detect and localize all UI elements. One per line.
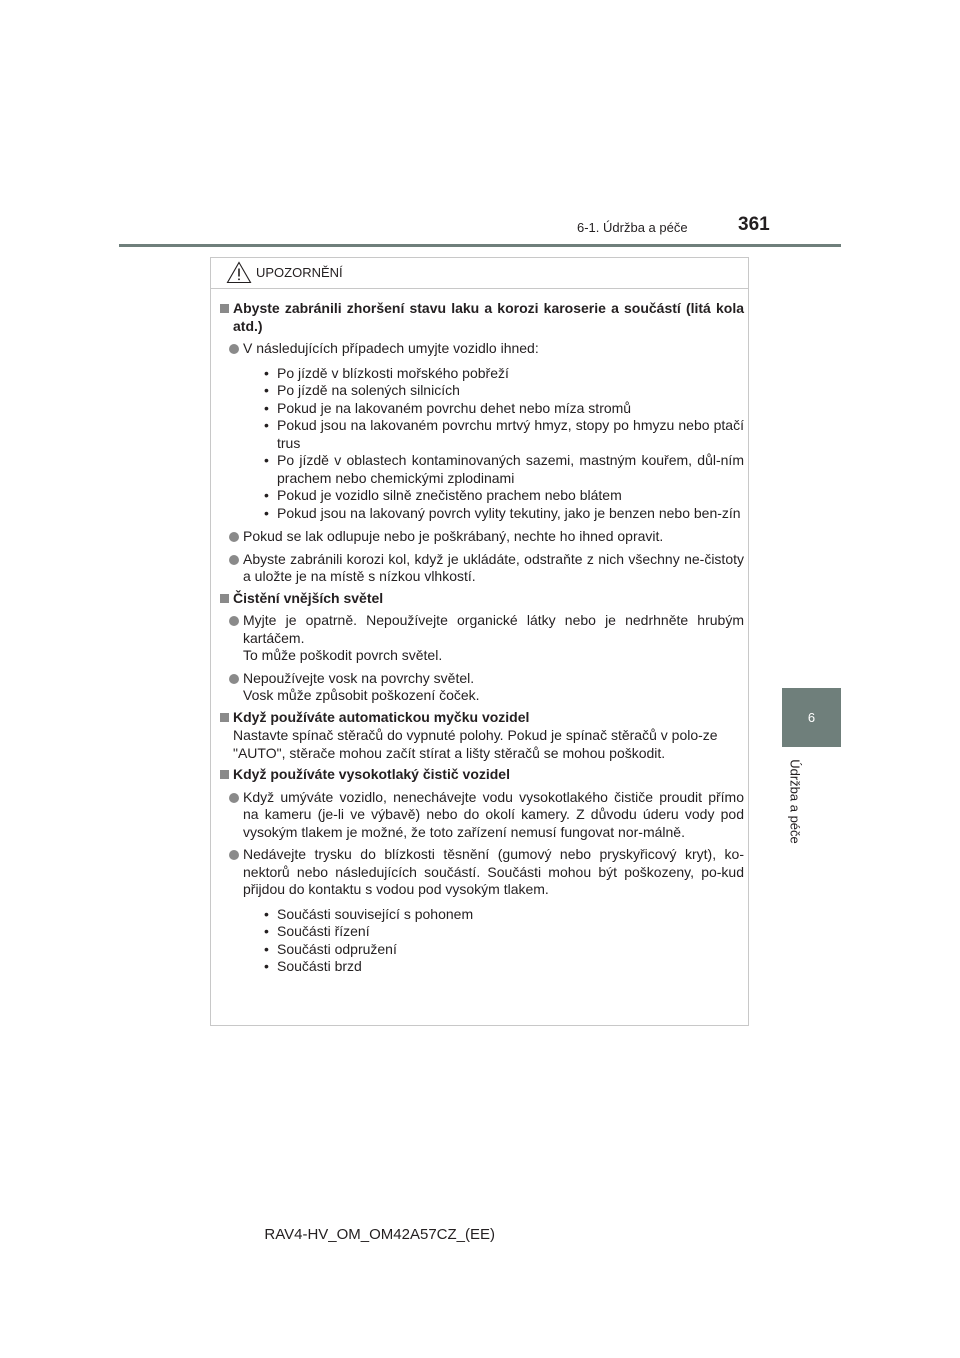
bullet-note: To může poškodit povrch světel. bbox=[243, 647, 443, 663]
sub-list-item: • Pokud je na lakovaném povrchu dehet nebo míza stromů bbox=[243, 400, 744, 418]
header-rule bbox=[119, 244, 841, 247]
section-heading: Když používáte automatickou myčku vozidel bbox=[220, 709, 744, 727]
square-bullet-icon bbox=[220, 594, 229, 603]
round-bullet-icon bbox=[229, 532, 239, 542]
bullet-item: Nedávejte trysku do blízkosti těsnění (gumový nebo pryskyřicový kryt), ko-nektorů nebo následujících součástí. Součásti mohou být poškozeny, po-kud přijdou do kontaktu s vodou pod vysokým tlakem. • Součásti související s pohonem • Součásti řízení • Součásti odpružení • Součásti brzd bbox=[220, 846, 744, 976]
document-code: RAV4-HV_OM_OM42A57CZ_(EE) bbox=[264, 1226, 495, 1243]
bullet-note: Vosk může způsobit poškození čoček. bbox=[243, 687, 480, 703]
sub-list-item: • Po jízdě v blízkosti mořského pobřeží bbox=[243, 365, 744, 383]
round-bullet-icon bbox=[229, 555, 239, 565]
sub-list-item: • Po jízdě v oblastech kontaminovaných sazemi, mastným kouřem, důl-ním prachem nebo chemickými zplodinami bbox=[243, 452, 744, 487]
chapter-label: Údržba a péče bbox=[787, 759, 803, 844]
chapter-number: 6 bbox=[807, 710, 816, 725]
sub-list bbox=[243, 906, 744, 976]
round-bullet-icon bbox=[229, 616, 239, 626]
caution-header bbox=[211, 258, 748, 289]
square-bullet-icon bbox=[220, 770, 229, 779]
sub-list-item: • Součásti související s pohonem bbox=[243, 906, 744, 924]
square-bullet-icon bbox=[220, 304, 229, 313]
bullet-item: Abyste zabránili korozi kol, když je ukládáte, odstraňte z nich všechny ne-čistoty a uložte je na místě s nízkou vlhkostí. bbox=[220, 551, 744, 586]
sub-list-item: • Součásti brzd bbox=[243, 958, 744, 976]
round-bullet-icon bbox=[229, 674, 239, 684]
section-text: Nastavte spínač stěračů do vypnuté polohy. Pokud je spínač stěračů v polo-ze "AUTO", stěrače mohou začít stírat a lišty stěračů se mohou poškodit. bbox=[233, 727, 718, 761]
round-bullet-icon bbox=[229, 793, 239, 803]
sub-list-item: • Pokud jsou na lakovaném povrchu mrtvý hmyz, stopy po hmyzu nebo ptačí trus bbox=[243, 417, 744, 452]
warning-triangle-icon bbox=[226, 261, 252, 284]
bullet-item: V následujících případech umyjte vozidlo ihned: • Po jízdě v blízkosti mořského pobřeží • Po jízdě na solených silnicích • Pokud je na lakovaném povrchu dehet nebo míza stromů • Pokud jsou na lakovaném povrchu mrtvý hmyz, stopy po hmyzu nebo ptačí trus • Po jízdě v oblastech kontaminovaných sazemi, mastným kouřem, důl-ním prachem nebo chemickými zplodinami • Pokud je vozidlo silně znečistěno prachem nebo blátem • Pokud jsou na lakovaný povrch vylity tekutiny, jako je benzen nebo ben-zín bbox=[220, 340, 744, 522]
sub-list-item: • Po jízdě na solených silnicích bbox=[243, 382, 744, 400]
sub-list-item: • Pokud je vozidlo silně znečistěno prachem nebo blátem bbox=[243, 487, 744, 505]
sub-list-item: • Součásti řízení bbox=[243, 923, 744, 941]
page-number: 361 bbox=[738, 214, 770, 235]
bullet-item: Nepoužívejte vosk na povrchy světel. Vosk může způsobit poškození čoček. bbox=[220, 670, 744, 705]
section-heading: Když používáte vysokotlaký čistič vozidel bbox=[220, 766, 744, 784]
section-title: 6-1. Údržba a péče bbox=[577, 220, 688, 235]
round-bullet-icon bbox=[229, 850, 239, 860]
sub-list bbox=[243, 365, 744, 523]
sub-list-item: • Součásti odpružení bbox=[243, 941, 744, 959]
bullet-item: Pokud se lak odlupuje nebo je poškrábaný, nechte ho ihned opravit. bbox=[220, 528, 744, 546]
chapter-label-container bbox=[782, 752, 808, 862]
sub-list-item: • Pokud jsou na lakovaný povrch vylity tekutiny, jako je benzen nebo ben-zín bbox=[243, 505, 744, 523]
section-heading: Abyste zabránili zhoršení stavu laku a korozi karoserie a součástí (litá kola atd.) bbox=[220, 300, 744, 335]
caution-content bbox=[220, 296, 744, 982]
square-bullet-icon bbox=[220, 713, 229, 722]
caution-title: UPOZORNĚNÍ bbox=[256, 265, 343, 280]
chapter-tab bbox=[782, 688, 841, 747]
bullet-item: Když umýváte vozidlo, nenechávejte vodu vysokotlakého čističe proudit přímo na kameru (je-li ve výbavě) nebo do okolí kamery. Z důvodu úderu vody pod vysokým tlakem je možné, že toto zařízení nemusí fungovat nor-málně. bbox=[220, 789, 744, 842]
bullet-item: Myjte je opatrně. Nepoužívejte organické látky nebo je nedrhněte hrubým kartáčem. To může poškodit povrch světel. bbox=[220, 612, 744, 665]
section-heading: Čistění vnějších světel bbox=[220, 590, 744, 608]
round-bullet-icon bbox=[229, 344, 239, 354]
caution-box bbox=[210, 257, 749, 1026]
